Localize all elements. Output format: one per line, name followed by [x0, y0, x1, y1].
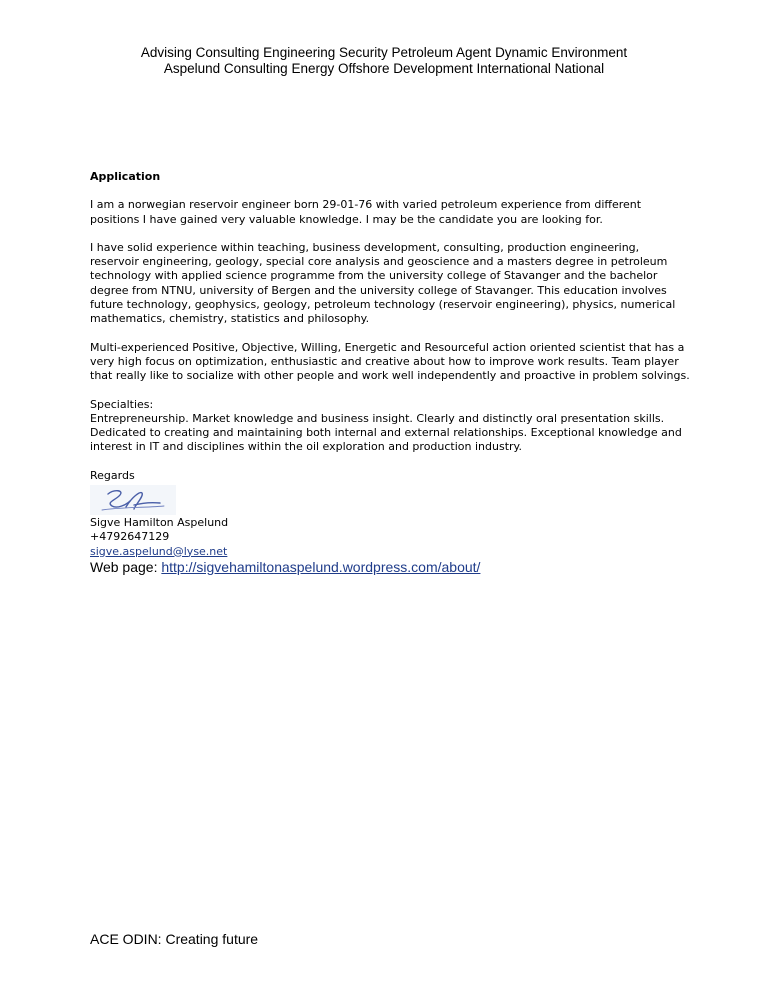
page-footer: ACE ODIN: Creating future — [90, 931, 259, 947]
email-link[interactable]: sigve.aspelund@lyse.net — [90, 544, 228, 558]
specialties-section — [90, 398, 690, 455]
specialties-heading: Specialties: — [90, 397, 154, 411]
closing-regards: Regards — [90, 468, 135, 482]
webpage-link[interactable]: http://sigvehamiltonaspelund.wordpress.com/about/ — [161, 558, 481, 575]
contact-phone: +4792647129 — [90, 530, 170, 544]
handwritten-signature — [90, 485, 176, 515]
header-line-1: Advising Consulting Engineering Security Petroleum Agent Dynamic Environment — [140, 45, 628, 60]
paragraph-profile: Multi-experienced Positive, Objective, Willing, Energetic and Resourceful action oriented scientist that has a very high focus on optimization, enthusiastic and creative about how to improve work results. Team player that really like to socialize with other people and work well independently and proactive in problem solvings. — [90, 340, 690, 383]
letter-body — [90, 170, 690, 576]
webpage-label: Web page: — [90, 558, 158, 575]
letter-title: Application — [90, 170, 161, 183]
header-line-2: Aspelund Consulting Energy Offshore Development International National — [163, 61, 605, 76]
specialties-text: Entrepreneurship. Market knowledge and business insight. Clearly and distinctly oral presentation skills. Dedicated to creating and maintaining both internal and external relationships. Exceptional knowledge and interest in IT and disciplines within the oil exploration and production industry. — [90, 411, 682, 454]
paragraph-experience: I have solid experience within teaching, business development, consulting, production engineering, reservoir engineering, geology, special core analysis and geoscience and a masters degree in petroleum technology with applied science programme from the university college of Stavanger and the bachelor degree from NTNU, university of Bergen and the university college of Stavanger. This education involves future technology, geophysics, geology, petroleum technology (reservoir engineering), physics, numerical mathematics, chemistry, statistics and philosophy. — [90, 240, 676, 326]
page-header — [0, 45, 768, 77]
contact-name: Sigve Hamilton Aspelund — [90, 516, 229, 530]
paragraph-intro: I am a norwegian reservoir engineer born 29-01-76 with varied petroleum experience from different positions I have gained very valuable knowledge. I may be the candidate you are looking for. — [90, 198, 642, 226]
webpage-line — [90, 559, 690, 576]
